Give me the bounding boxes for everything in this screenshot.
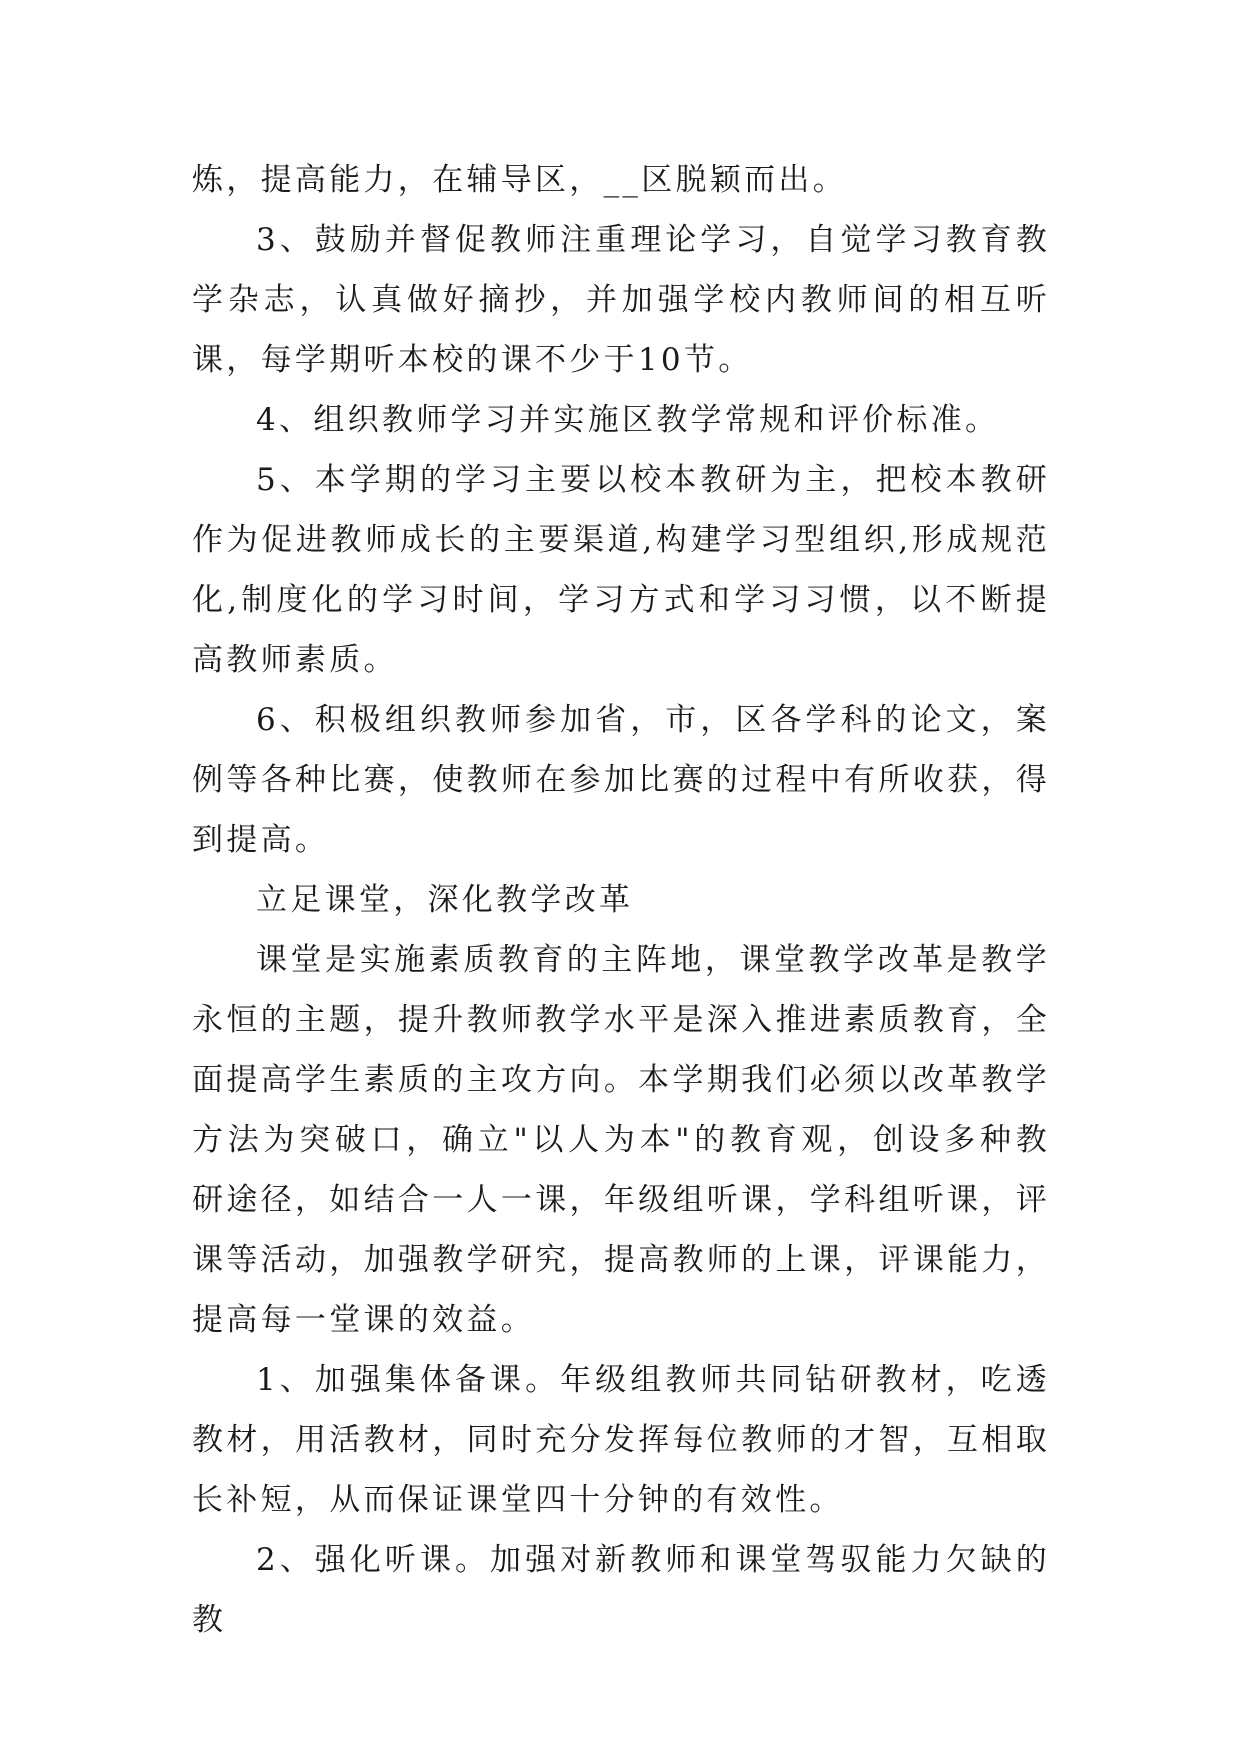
paragraph-item-1: 1、加强集体备课。年级组教师共同钻研教材，吃透教材，用活教材，同时充分发挥每位教师的才智，互相取长补短，从而保证课堂四十分钟的有效性。 bbox=[192, 1362, 1050, 1518]
paragraph-item-2: 2、强化听课。加强对新教师和课堂驾驭能力欠缺的教 bbox=[192, 1542, 1050, 1638]
paragraph-item-3: 3、鼓励并督促教师注重理论学习，自觉学习教育教学杂志，认真做好摘抄，并加强学校内教师间的相互听课，每学期听本校的课不少于10节。 bbox=[192, 222, 1050, 378]
document-page bbox=[192, 150, 1050, 1650]
paragraph-item-4: 4、组织教师学习并实施区教学常规和评价标准。 bbox=[256, 402, 1000, 438]
paragraph-item-6: 6、积极组织教师参加省，市，区各学科的论文，案例等各种比赛，使教师在参加比赛的过程中有所收获，得到提高。 bbox=[192, 702, 1050, 858]
paragraph-intro: 课堂是实施素质教育的主阵地，课堂教学改革是教学永恒的主题，提升教师教学水平是深入推进素质教育，全面提高学生素质的主攻方向。本学期我们必须以改革教学方法为突破口，确立"以人为本"的教育观，创设多种教研途径，如结合一人一课，年级组听课，学科组听课，评课等活动，加强教学研究，提高教师的上课，评课能力，提高每一堂课的效益。 bbox=[192, 942, 1050, 1338]
section-heading: 立足课堂，深化教学改革 bbox=[256, 882, 634, 918]
paragraph-continuation: 炼，提高能力，在辅导区，__区脱颖而出。 bbox=[192, 162, 847, 198]
paragraph-item-5: 5、本学期的学习主要以校本教研为主，把校本教研作为促进教师成长的主要渠道,构建学习型组织,形成规范化,制度化的学习时间，学习方式和学习习惯，以不断提高教师素质。 bbox=[192, 462, 1050, 678]
